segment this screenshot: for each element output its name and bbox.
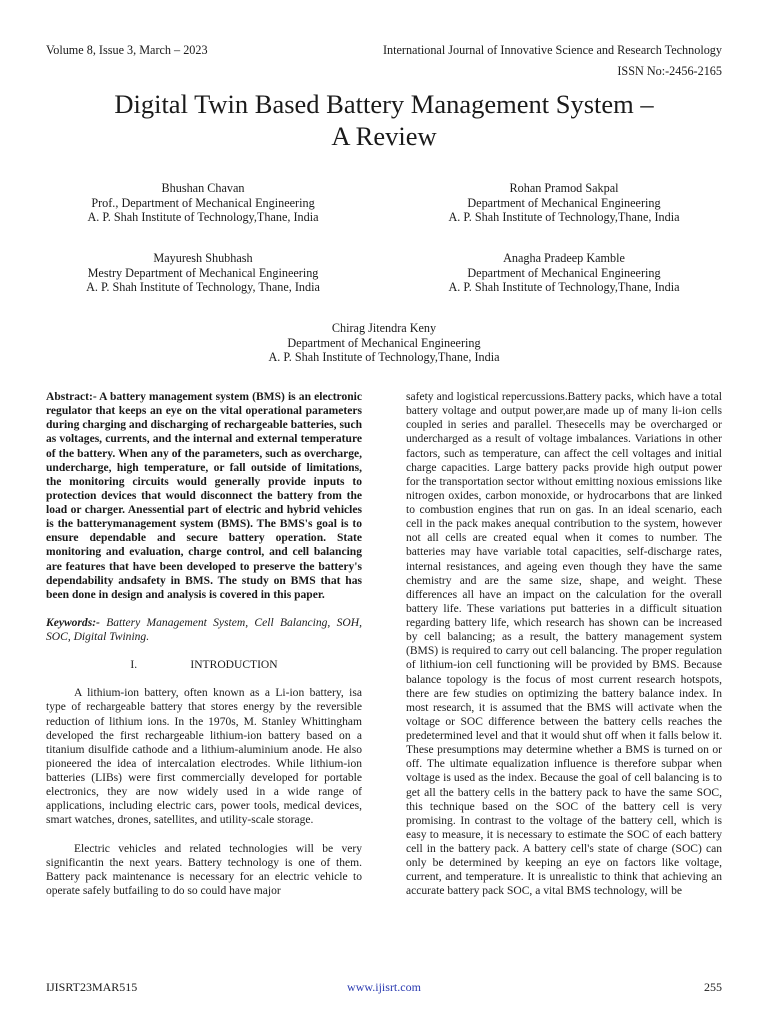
author-inst: A. P. Shah Institute of Technology,Thane, India [87,210,319,225]
author-inst: A. P. Shah Institute of Technology,Thane, India [268,350,500,365]
author-name: Bhushan Chavan [161,181,245,195]
journal-name: International Journal of Innovative Science and Research Technology [382,43,722,57]
author-dept: Mestry Department of Mechanical Engineering [87,265,319,280]
keywords [46,616,362,644]
right-column [406,390,722,899]
author-block-4 [399,251,729,295]
body-paragraph: safety and logistical repercussions.Battery packs, which have a total battery voltage and output power,are made up of many li-ion cells coupled in series and parallel. Thesecells may be overcharged or undercharged as a result of voltage imbalances. Variations in other factors, such as temperature, can affect the cell voltages and initial charge capacities. Large battery packs provide high output power for the transportation sector without emitting noxious emissions like nitrogen oxides, carbon monoxide, or hydrocarbons that are linked to combustion engines that run on gas. In an ideal scenario, each cell in the pack makes anequal contribution to the system, however not all cells are created equal when it comes to number. The batteries may have variable total capacities, self-discharge rates, internal resistances, and ageing even though they have the same chemistry and are the same size, shape, and weight. These differences all have an impact on the calculation for the overall battery life. These variations put batteries in a difficult situation regarding battery life, which research has shown can be increased by cell balancing; as a result, the battery management system (BMS) is required to carry out cell balancing. The proper regulation of lithium-ion cell functioning will be provided by BMS. Because balance topology is the focus of most current research hotspots, there are few studies on optimizing the battery balance index. In most research, it is assumed that the BMS will activate when the voltage or SOC difference between the battery cells reaches the predetermined level and that it would shut off when it falls below it. These presumptions may determine whether a BMS is turned on or off. The ultimate equalization influence is therefore subpar when voltage is used as the index. Because the goal of cell balancing is to get all the battery cells in the battery pack to have the same SOC, this technique based on the SOC of the battery cell is very promising. In contrast to the voltage of the battery cell, which is easy to measure, it is necessary to estimate the SOC of each battery cell in the battery pack. A battery cell's state of charge (SOC) can only be determined by keeping an eye on factors like voltage, current, and temperature. It is unrealistic to think that achieving an accurate battery pack SOC, a vital BMS technology, will be [406,391,722,898]
issn-number: ISSN No:-2456-2165 [617,64,722,78]
page-number: 255 [704,980,722,994]
author-dept: Department of Mechanical Engineering [467,265,661,280]
intro-paragraph-2: Electric vehicles and related technologies will be very significantin the next years. Battery technology is one of them. Battery pack maintenance is necessary for an electric vehicle to operate safely butfailing to do so could have major [46,842,362,897]
paper-id: IJISRT23MAR515 [46,980,138,994]
abstract: Abstract:- A battery management system (BMS) is an electronic regulator that keeps an eye on the vital operational parameters during charging and discharging of rechargeable batteries, such as voltages, currents, and the internal and external temperature of the battery. When any of the parameters, such as overcharge, undercharge, high temperature, or fall outside of limitations, the monitoring circuits would generally provide inputs to protection devices that would disconnect the battery from the load or charger. Anessential part of electric and hybrid vehicles is the batterymanagement system (BMS). The BMS's goal is to ensure dependable and secure battery operation. State monitoring and evaluation, charge control, and cell balancing are features that have been developed to preserve the battery's dependability andsafety in BMS. The study on BMS that has been done in design and analysis is covered in this paper. [46,391,362,601]
journal-website-link[interactable]: www.ijisrt.com [347,980,421,994]
author-name: Rohan Pramod Sakpal [509,181,619,195]
keywords-label: Keywords:- [46,616,100,629]
section-heading [46,658,362,672]
author-block-1 [38,181,368,225]
author-dept: Prof., Department of Mechanical Engineering [91,195,315,210]
volume-info: Volume 8, Issue 3, March – 2023 [46,43,208,57]
author-dept: Department of Mechanical Engineering [287,335,481,350]
keywords-text: Battery Management System, Cell Balancing, SOH, SOC, Digital Twining. [46,616,362,643]
author-dept: Department of Mechanical Engineering [467,195,661,210]
section-number: I. [130,659,138,672]
author-name: Mayuresh Shubhash [153,251,253,265]
author-name: Chirag Jitendra Keny [331,321,437,335]
author-inst: A. P. Shah Institute of Technology,Thane, India [448,210,680,225]
author-inst: A. P. Shah Institute of Technology,Thane, India [448,280,680,295]
author-block-2 [399,181,729,225]
paper-title-line1: Digital Twin Based Battery Management System – [114,89,654,119]
author-name: Anagha Pradeep Kamble [503,251,625,265]
paper-title-line2: A Review [331,121,437,151]
intro-paragraph-1: A lithium-ion battery, often known as a Li-ion battery, isa type of rechargeable battery that stores energy by the reversible reduction of lithium ions. In the 1970s, M. Stanley Whittingham developed the first rechargeable lithium-ion battery based on a titanium disulfide cathode and a lithium-aluminium anode. He also pioneered the idea of intercalation electrodes. While lithium-ion batteries (LIBs) were first commercially developed for portable electronics, they are now widely used in a wide range of applications, including electric cars, power tools, medical devices, smart watches, drones, satellites, and utility-scale storage. [46,687,362,827]
author-block-3 [38,251,368,295]
left-column [46,390,362,898]
author-inst: A. P. Shah Institute of Technology, Thane, India [86,280,320,295]
author-block-5 [219,321,549,365]
section-title: INTRODUCTION [190,659,278,672]
paper-title [0,88,768,152]
